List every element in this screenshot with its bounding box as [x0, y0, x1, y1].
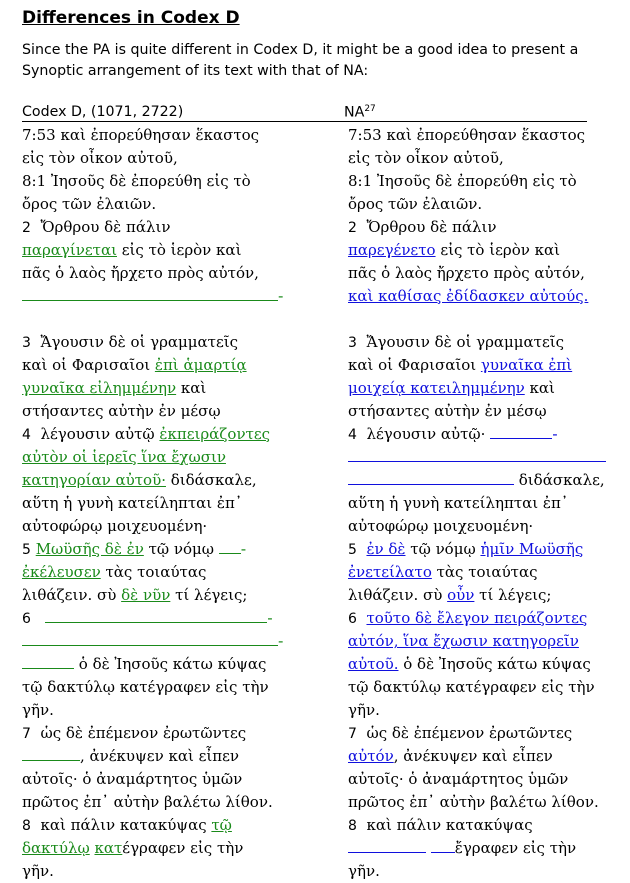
text-line: εἰς τὸν οἶκον αὐτοῦ, — [22, 149, 178, 167]
text-line: πᾶς ὁ λαὸς ἤρχετο πρὸς αὐτόν, — [348, 264, 585, 282]
text-line: αὐτοφώρῳ μοιχευομένη· — [22, 517, 208, 535]
text-line: πᾶς ὁ λαὸς ἤρχετο πρὸς αὐτόν, — [22, 264, 259, 282]
text-line — [22, 653, 283, 676]
verse-number: 3 — [348, 335, 357, 351]
variant-text: παραγίνεται — [22, 241, 117, 259]
text-segment: λέγουσιν αὐτῷ — [40, 425, 160, 443]
text-segment: ὁ δὲ Ἰησοῦς κάτω κύψας — [74, 655, 267, 673]
text-line — [348, 423, 606, 446]
text-segment: τί λέγεις; — [474, 586, 552, 604]
text-line — [348, 469, 606, 492]
text-segment: καὶ πάλιν κατακύψας — [366, 816, 533, 834]
blank-line — [348, 308, 606, 331]
omission-dash: - — [240, 540, 247, 558]
variant-text: αὐτόν, ἵνα ἔχωσιν κατηγορεῖν — [348, 632, 579, 650]
text-line — [22, 377, 283, 400]
text-segment: έγραφεν εἰς τὴν — [122, 839, 244, 857]
text-line — [348, 561, 606, 584]
text-line — [22, 239, 283, 262]
text-line — [348, 331, 606, 354]
text-line: πρῶτος ἐπ᾽ αὐτὴν βαλέτω λίθον. — [348, 793, 599, 811]
text-segment: Ἄγουσιν δὲ οἱ γραμματεῖς — [40, 333, 239, 351]
text-line: γῆν. — [348, 862, 380, 880]
text-line: 8:1 Ἰησοῦς δὲ ἐπορεύθη εἰς τὸ — [348, 172, 577, 190]
text-segment: τῷ νόμῳ — [405, 540, 481, 558]
variant-text: αὐτόν — [348, 747, 394, 765]
text-line — [348, 354, 606, 377]
verse-number: 2 — [22, 220, 31, 236]
omission-blank — [45, 607, 267, 623]
variant-text: τῷ — [211, 816, 232, 834]
variant-text: οὖν — [447, 586, 475, 604]
na27-column — [348, 124, 606, 883]
verse-number: 4 — [22, 427, 31, 443]
text-line: αὕτη ἡ γυνὴ κατείληπται ἐπ᾽ — [348, 494, 569, 512]
variant-text: ἐνετείλατο — [348, 563, 432, 581]
verse-number: 3 — [22, 335, 31, 351]
text-line: γῆν. — [348, 701, 380, 719]
text-segment: διδάσκαλε, — [514, 471, 605, 489]
codex-d-column — [22, 124, 283, 883]
text-line: αὐτοφώρῳ μοιχευομένη· — [348, 517, 534, 535]
text-line — [22, 216, 283, 239]
text-segment: ὡς δὲ ἐπέμενον ἐρωτῶντες — [366, 724, 573, 742]
verse-number: 5 — [348, 542, 357, 558]
text-line: εἰς τὸν οἶκον αὐτοῦ, — [348, 149, 504, 167]
text-line — [22, 722, 283, 745]
text-line — [22, 469, 283, 492]
text-line: γῆν. — [22, 862, 54, 880]
omission-blank — [431, 837, 455, 853]
text-line — [348, 630, 606, 653]
text-line: ὄρος τῶν ἐλαιῶν. — [22, 195, 157, 213]
variant-text: Μωϋσῆς δὲ ἐν — [35, 540, 144, 558]
text-line — [22, 814, 283, 837]
text-segment: καὶ — [176, 379, 207, 397]
text-segment: τῷ νόμῳ — [143, 540, 219, 558]
omission-blank — [219, 538, 241, 554]
verse-number: 8 — [22, 818, 31, 834]
text-line: τῷ δακτύλῳ κατέγραφεν εἰς τὴν — [348, 678, 595, 696]
text-line — [348, 377, 606, 400]
text-line — [348, 837, 606, 860]
text-line — [348, 607, 606, 630]
text-line — [22, 584, 283, 607]
omission-dash: - — [552, 425, 558, 443]
text-segment: τὰς τοιαύτας — [431, 563, 538, 581]
omission-blank — [348, 837, 426, 853]
text-line: 8:1 Ἰησοῦς δὲ ἐπορεύθη εἰς τὸ — [22, 172, 251, 190]
text-segment: λιθάζειν. σὺ — [348, 586, 448, 604]
text-line — [22, 285, 283, 308]
text-line — [348, 722, 606, 745]
text-segment: Ὄρθρου δὲ πάλιν — [40, 218, 171, 236]
text-line — [22, 446, 283, 469]
variant-text: παρεγένετο — [348, 241, 436, 259]
text-segment: λιθάζειν. σὺ — [22, 586, 122, 604]
text-segment: καὶ οἱ Φαρισαῖοι — [22, 356, 155, 374]
text-line — [348, 814, 606, 837]
variant-text: ἐπὶ ἁμαρτίᾳ — [154, 356, 247, 374]
verse-number: 2 — [348, 220, 357, 236]
variant-text: αὐτοῦ. — [348, 655, 399, 673]
variant-text: μοιχείᾳ κατειλημμένην — [348, 379, 525, 397]
right-header-superscript: 27 — [364, 104, 376, 114]
variant-text: κατ — [94, 839, 123, 857]
text-line: ὄρος τῶν ἐλαιῶν. — [348, 195, 483, 213]
omission-dash: - — [267, 609, 273, 627]
verse-number: 7 — [348, 726, 357, 742]
omission-blank — [348, 446, 606, 462]
text-segment: Ὄρθρου δὲ πάλιν — [366, 218, 497, 236]
verse-number: 6 — [22, 611, 31, 627]
text-line: αὕτη ἡ γυνὴ κατείληπται ἐπ᾽ — [22, 494, 243, 512]
text-segment: ὡς δὲ ἐπέμενον ἐρωτῶντες — [40, 724, 247, 742]
text-line — [348, 745, 606, 768]
text-line — [22, 837, 283, 860]
text-segment: , ἀνέκυψεν καὶ εἶπεν — [80, 747, 240, 765]
text-line: στήσαντες αὐτὴν ἐν μέσῳ — [22, 402, 221, 420]
omission-blank — [22, 653, 74, 669]
text-line — [22, 354, 283, 377]
text-line — [22, 607, 283, 630]
text-segment: Ἄγουσιν δὲ οἱ γραμματεῖς — [366, 333, 565, 351]
text-segment: εἰς τὸ ἱερὸν καὶ — [435, 241, 561, 259]
text-segment: εἰς τὸ ἱερὸν καὶ — [116, 241, 242, 259]
variant-text: ἐκπειράζοντες — [159, 425, 271, 443]
variant-text: ἐν δὲ — [366, 540, 406, 558]
verse-number: 8 — [348, 818, 357, 834]
text-line — [22, 630, 283, 653]
variant-text: γυναῖκα εἰλημμένην — [22, 379, 177, 397]
text-line — [22, 331, 283, 354]
variant-text: δὲ νῦν — [121, 586, 171, 604]
variant-text: τοῦτο δὲ ἔλεγον πειράζοντες — [366, 609, 588, 627]
verse-number: 4 — [348, 427, 357, 443]
verse-number: 5 — [22, 542, 31, 558]
text-segment: ὁ δὲ Ἰησοῦς κάτω κύψας — [398, 655, 591, 673]
text-line: αὐτοῖς· ὁ ἀναμάρτητος ὑμῶν — [348, 770, 569, 788]
text-segment: διδάσκαλε, — [165, 471, 257, 489]
blank-line — [22, 308, 283, 331]
text-line: πρῶτος ἐπ᾽ αὐτὴν βαλέτω λίθον. — [22, 793, 273, 811]
omission-blank — [22, 630, 278, 646]
right-column-header — [344, 104, 376, 121]
variant-text: καὶ καθίσας ἐδίδασκεν αὐτούς. — [348, 287, 589, 305]
text-segment: , ἀνέκυψεν καὶ εἶπεν — [393, 747, 553, 765]
omission-dash: - — [278, 287, 284, 305]
omission-dash: - — [278, 632, 284, 650]
variant-text: ἐκέλευσεν — [22, 563, 101, 581]
page-title: Differences in Codex D — [22, 8, 240, 28]
text-line — [348, 446, 606, 469]
variant-text: κατηγορίαν αὐτοῦ· — [22, 471, 166, 489]
text-line — [348, 239, 606, 262]
intro-paragraph: Since the PA is quite different in Codex D, it might be a good idea to present a Synoptic arrangement of its text with that of NA: — [22, 42, 579, 79]
text-line — [348, 285, 606, 308]
text-segment: λέγουσιν αὐτῷ· — [366, 425, 491, 443]
text-line — [348, 584, 606, 607]
omission-blank — [348, 469, 514, 485]
text-line — [348, 216, 606, 239]
text-segment: τί λέγεις; — [170, 586, 248, 604]
text-segment: τὰς τοιαύτας — [100, 563, 207, 581]
header-rule — [22, 121, 587, 122]
omission-blank — [22, 285, 278, 301]
text-line: γῆν. — [22, 701, 54, 719]
text-line: στήσαντες αὐτὴν ἐν μέσῳ — [348, 402, 547, 420]
text-line — [22, 745, 283, 768]
omission-blank — [22, 745, 80, 761]
text-line — [348, 538, 606, 561]
text-line — [22, 538, 283, 561]
variant-text: δακτύλῳ — [22, 839, 90, 857]
text-segment: καὶ πάλιν κατακύψας — [40, 816, 212, 834]
text-segment: ἔγραφεν εἰς τὴν — [454, 839, 577, 857]
variant-text: ἡμῖν Μωϋσῆς — [480, 540, 584, 558]
right-header-label: NA — [344, 104, 365, 121]
verse-number: 6 — [348, 611, 357, 627]
verse-number: 7 — [22, 726, 31, 742]
text-segment: καὶ οἱ Φαρισαῖοι — [348, 356, 481, 374]
variant-text: αὐτὸν οἱ ἱερεῖς ἵνα ἔχωσιν — [22, 448, 226, 466]
omission-blank — [490, 423, 552, 439]
text-line — [348, 653, 606, 676]
text-line — [22, 561, 283, 584]
text-line: 7:53 καὶ ἐπορεύθησαν ἕκαστος — [348, 126, 586, 144]
text-line: 7:53 καὶ ἐπορεύθησαν ἕκαστος — [22, 126, 260, 144]
variant-text: γυναῖκα ἐπὶ — [480, 356, 573, 374]
text-line: τῷ δακτύλῳ κατέγραφεν εἰς τὴν — [22, 678, 269, 696]
text-line — [22, 423, 283, 446]
text-line: αὐτοῖς· ὁ ἀναμάρτητος ὑμῶν — [22, 770, 243, 788]
text-segment: καὶ — [524, 379, 555, 397]
left-column-header: Codex D, (1071, 2722) — [22, 104, 184, 120]
